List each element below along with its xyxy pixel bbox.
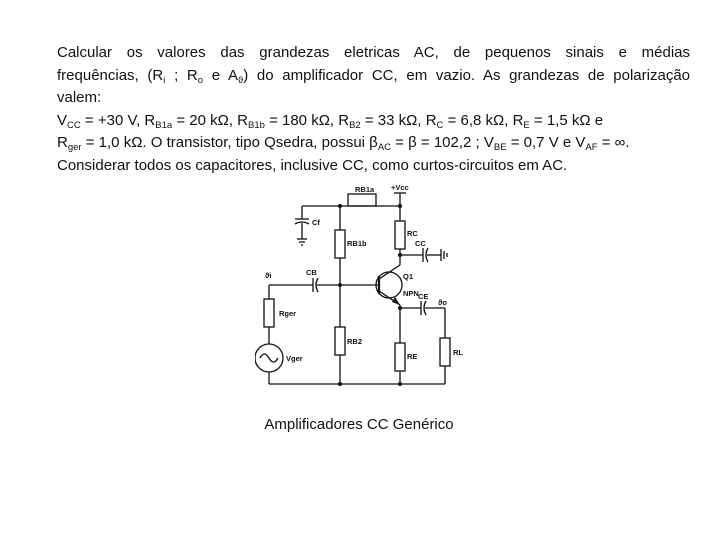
problem-line-1: Calcular os valores das grandezas eletricas AC, de pequenos sinais e médias: [57, 44, 690, 61]
label-vi: ϑi: [265, 271, 272, 280]
sine-wave-icon: [260, 354, 278, 362]
caption-text: Amplificadores CC Genérico: [264, 416, 454, 433]
label-rl: RL: [453, 348, 463, 357]
problem-line-6: Considerar todos os capacitores, inclusive CC, como curtos-circuitos em AC.: [57, 156, 568, 174]
label-cc: CC: [415, 239, 426, 248]
label-vo: ϑo: [438, 298, 447, 307]
re-resistor: [395, 343, 405, 371]
label-cb: CB: [306, 268, 317, 277]
label-re: RE: [407, 352, 418, 361]
emitter-arrow-icon: [392, 297, 400, 305]
rc-resistor: [395, 221, 405, 249]
label-rb1a: RB1a: [355, 185, 375, 194]
label-vcc: +Vcc: [391, 183, 409, 192]
label-rc: RC: [407, 229, 418, 238]
figure-caption: [0, 416, 720, 433]
label-ce: CE: [418, 292, 429, 301]
problem-line-3: valem:: [57, 89, 102, 106]
rb1b-resistor: [335, 230, 345, 258]
label-q1: Q1: [403, 272, 414, 281]
cc-amplifier-schematic: [255, 183, 475, 393]
label-rb1b: RB1b: [347, 239, 367, 248]
rb2-resistor: [335, 327, 345, 355]
problem-line-4: $V_{CC} = +30$ V, $R_{B1a} = 20$ kΩ, $R_{B1b} = 180$ kΩ, $R_{B2} = 33$ kΩ, $R_C = 6,8$ kΩ, $R_E = 1,5$ kΩ e: [57, 111, 604, 131]
rger-resistor: [264, 299, 274, 327]
label-rger: Rger: [279, 309, 297, 318]
label-npn: NPN: [403, 289, 419, 298]
problem-line-2: frequências, ($R_i$ ; $R_o$ e $A_ϑ$) do amplificador CC, em vazio. As grandezas de polarização: [57, 66, 690, 86]
rl-resistor: [440, 338, 450, 366]
problem-statement: [57, 42, 690, 177]
label-cf: Cf: [312, 218, 320, 227]
problem-line-5: $R_{ger} = 1,0$ kΩ. O transistor, tipo Qsedra, possui $\beta_{AC} = \beta = 102,2$ ; $V_{BE} = 0,7$ V e $V_{AF}$ = ∞.: [57, 134, 630, 153]
label-rb2: RB2: [347, 337, 363, 346]
rb1a-resistor: [348, 194, 376, 206]
label-vger: Vger: [286, 354, 303, 363]
